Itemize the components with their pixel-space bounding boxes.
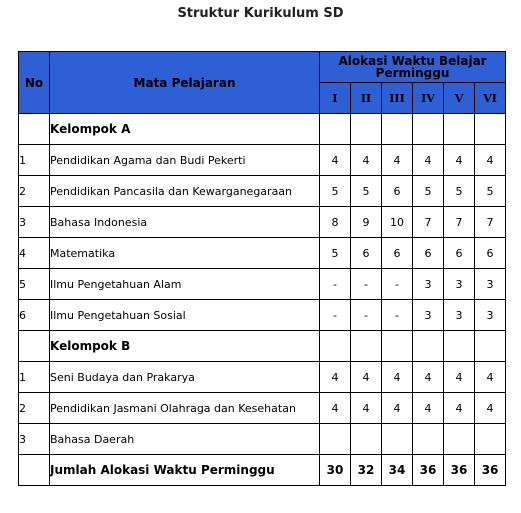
value-cell: - bbox=[320, 300, 351, 331]
value-cell: 4 bbox=[351, 362, 382, 393]
total-value: 34 bbox=[382, 455, 413, 486]
value-cell bbox=[413, 331, 444, 362]
total-no-cell bbox=[19, 455, 50, 486]
value-cell bbox=[413, 424, 444, 455]
value-cell: 4 bbox=[320, 145, 351, 176]
row-number: 1 bbox=[19, 145, 50, 176]
header-grade: V bbox=[444, 83, 475, 114]
value-cell: 7 bbox=[475, 207, 506, 238]
total-value: 36 bbox=[444, 455, 475, 486]
value-cell: 4 bbox=[444, 393, 475, 424]
row-number: 6 bbox=[19, 300, 50, 331]
value-cell: 3 bbox=[413, 300, 444, 331]
total-value: 36 bbox=[413, 455, 444, 486]
subject-name: Ilmu Pengetahuan Sosial bbox=[50, 300, 320, 331]
value-cell: 4 bbox=[382, 393, 413, 424]
value-cell: 6 bbox=[413, 238, 444, 269]
value-cell: 4 bbox=[382, 145, 413, 176]
value-cell bbox=[320, 114, 351, 145]
subject-name: Seni Budaya dan Prakarya bbox=[50, 362, 320, 393]
subject-name: Matematika bbox=[50, 238, 320, 269]
total-value: 30 bbox=[320, 455, 351, 486]
value-cell: 6 bbox=[382, 176, 413, 207]
row-number: 1 bbox=[19, 362, 50, 393]
value-cell bbox=[320, 424, 351, 455]
value-cell bbox=[382, 331, 413, 362]
value-cell bbox=[475, 331, 506, 362]
group-row bbox=[19, 114, 506, 145]
header-grade: II bbox=[351, 83, 382, 114]
value-cell: 4 bbox=[382, 362, 413, 393]
subject-name: Bahasa Daerah bbox=[50, 424, 320, 455]
value-cell: 4 bbox=[475, 362, 506, 393]
table-row bbox=[19, 393, 506, 424]
header-grade: III bbox=[382, 83, 413, 114]
value-cell: 3 bbox=[444, 269, 475, 300]
value-cell bbox=[320, 331, 351, 362]
group-label: Kelompok A bbox=[50, 114, 320, 145]
header-no: No bbox=[19, 52, 50, 114]
row-number: 4 bbox=[19, 238, 50, 269]
value-cell bbox=[444, 331, 475, 362]
total-row bbox=[19, 455, 506, 486]
value-cell: 7 bbox=[444, 207, 475, 238]
value-cell: 6 bbox=[475, 238, 506, 269]
value-cell: 4 bbox=[475, 393, 506, 424]
subject-name: Pendidikan Agama dan Budi Pekerti bbox=[50, 145, 320, 176]
group-no-cell bbox=[19, 331, 50, 362]
value-cell: 8 bbox=[320, 207, 351, 238]
value-cell: 6 bbox=[351, 238, 382, 269]
header-alokasi: Alokasi Waktu Belajar Perminggu bbox=[320, 52, 506, 83]
total-value: 36 bbox=[475, 455, 506, 486]
value-cell: - bbox=[351, 269, 382, 300]
value-cell: 4 bbox=[444, 145, 475, 176]
row-number: 3 bbox=[19, 424, 50, 455]
value-cell: 4 bbox=[413, 145, 444, 176]
value-cell: 5 bbox=[320, 238, 351, 269]
value-cell: 4 bbox=[413, 362, 444, 393]
value-cell: - bbox=[382, 269, 413, 300]
value-cell: 5 bbox=[413, 176, 444, 207]
value-cell bbox=[413, 114, 444, 145]
value-cell: 6 bbox=[444, 238, 475, 269]
value-cell: 7 bbox=[413, 207, 444, 238]
value-cell: 5 bbox=[320, 176, 351, 207]
value-cell: - bbox=[382, 300, 413, 331]
value-cell: 4 bbox=[475, 145, 506, 176]
table-row bbox=[19, 424, 506, 455]
value-cell bbox=[475, 424, 506, 455]
subject-name: Bahasa Indonesia bbox=[50, 207, 320, 238]
group-no-cell bbox=[19, 114, 50, 145]
subject-name: Ilmu Pengetahuan Alam bbox=[50, 269, 320, 300]
header-mata-pelajaran: Mata Pelajaran bbox=[50, 52, 320, 114]
value-cell: 3 bbox=[444, 300, 475, 331]
row-number: 2 bbox=[19, 176, 50, 207]
value-cell: - bbox=[320, 269, 351, 300]
row-number: 2 bbox=[19, 393, 50, 424]
value-cell bbox=[351, 114, 382, 145]
total-value: 32 bbox=[351, 455, 382, 486]
table-row bbox=[19, 300, 506, 331]
header-grade: IV bbox=[413, 83, 444, 114]
value-cell: 4 bbox=[444, 362, 475, 393]
value-cell: 6 bbox=[382, 238, 413, 269]
value-cell: 4 bbox=[320, 362, 351, 393]
subject-name: Pendidikan Pancasila dan Kewarganegaraan bbox=[50, 176, 320, 207]
value-cell bbox=[351, 424, 382, 455]
page-title: Struktur Kurikulum SD bbox=[177, 6, 344, 21]
table-row bbox=[19, 362, 506, 393]
value-cell: 10 bbox=[382, 207, 413, 238]
header-grade: VI bbox=[475, 83, 506, 114]
value-cell: 5 bbox=[351, 176, 382, 207]
table-row bbox=[19, 269, 506, 300]
value-cell bbox=[351, 331, 382, 362]
table-row bbox=[19, 238, 506, 269]
value-cell: 4 bbox=[413, 393, 444, 424]
total-label: Jumlah Alokasi Waktu Perminggu bbox=[50, 455, 320, 486]
value-cell: 9 bbox=[351, 207, 382, 238]
value-cell bbox=[382, 424, 413, 455]
value-cell bbox=[475, 114, 506, 145]
value-cell: 4 bbox=[351, 393, 382, 424]
value-cell bbox=[444, 424, 475, 455]
value-cell: 4 bbox=[351, 145, 382, 176]
group-row bbox=[19, 331, 506, 362]
row-number: 5 bbox=[19, 269, 50, 300]
value-cell bbox=[382, 114, 413, 145]
table-row bbox=[19, 176, 506, 207]
value-cell: 3 bbox=[475, 300, 506, 331]
subject-name: Pendidikan Jasmani Olahraga dan Kesehatan bbox=[50, 393, 320, 424]
value-cell: - bbox=[351, 300, 382, 331]
header-row bbox=[19, 52, 506, 83]
header-grade: I bbox=[320, 83, 351, 114]
value-cell: 5 bbox=[475, 176, 506, 207]
value-cell: 3 bbox=[475, 269, 506, 300]
table-row bbox=[19, 207, 506, 238]
value-cell: 3 bbox=[413, 269, 444, 300]
row-number: 3 bbox=[19, 207, 50, 238]
curriculum-table bbox=[18, 51, 506, 486]
value-cell bbox=[444, 114, 475, 145]
table-row bbox=[19, 145, 506, 176]
value-cell: 5 bbox=[444, 176, 475, 207]
value-cell: 4 bbox=[320, 393, 351, 424]
group-label: Kelompok B bbox=[50, 331, 320, 362]
